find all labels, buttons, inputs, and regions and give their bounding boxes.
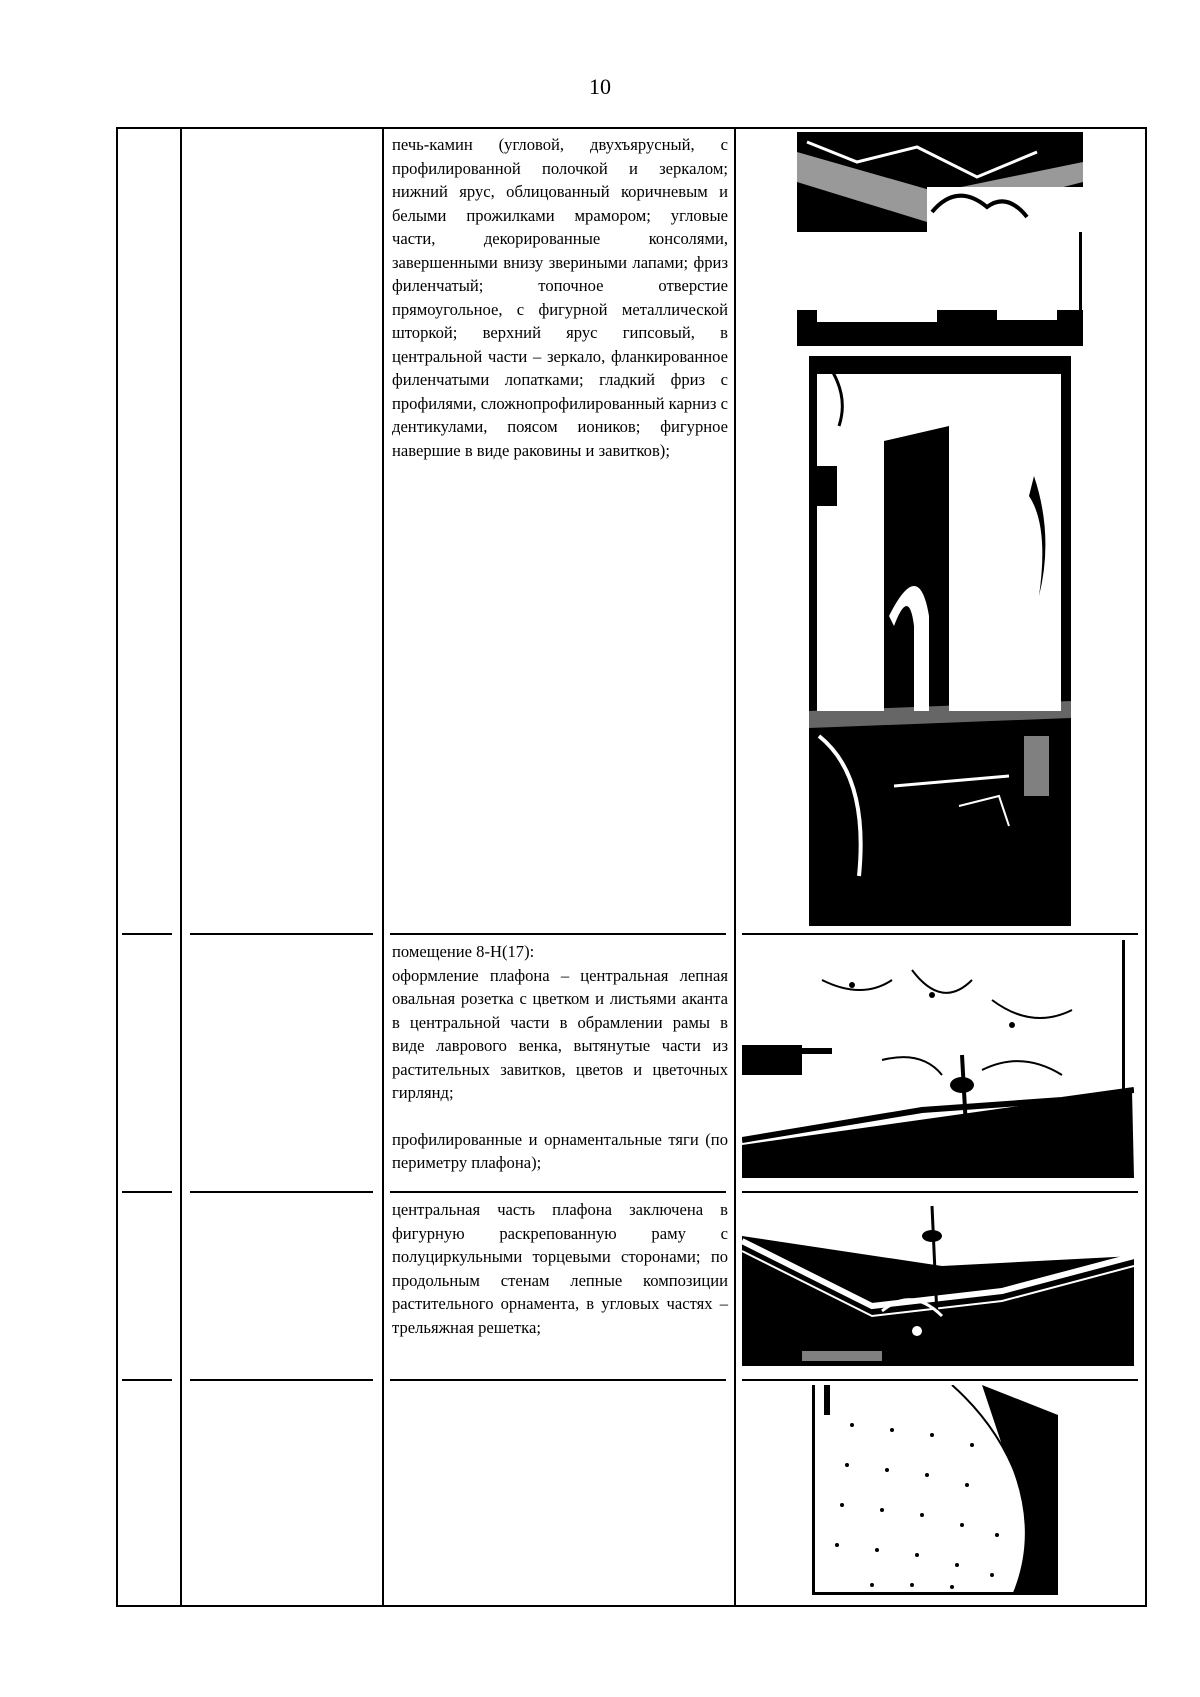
page-number: 10 xyxy=(589,74,611,99)
table-border-top xyxy=(116,127,1147,129)
row-separator xyxy=(190,1379,373,1381)
row-separator xyxy=(390,933,726,935)
row-separator xyxy=(390,1379,726,1381)
row-separator xyxy=(742,933,1138,935)
table-border-right xyxy=(1145,127,1147,1607)
row-3-description xyxy=(392,1198,728,1339)
row-separator xyxy=(742,1191,1138,1193)
row-separator xyxy=(742,1379,1138,1381)
row-2-room-heading: помещение 8-Н(17): xyxy=(392,942,535,961)
row-separator xyxy=(122,933,172,935)
row-separator xyxy=(390,1191,726,1193)
table-divider-2 xyxy=(382,127,384,1607)
row-separator xyxy=(190,933,373,935)
row-2-description xyxy=(392,940,728,1175)
table-divider-1 xyxy=(180,127,182,1607)
photo-fireplace xyxy=(809,356,1071,926)
row-2-paragraph-2: профилированные и орнаментальные тяги (по периметру плафона); xyxy=(392,1129,728,1172)
row-separator xyxy=(190,1191,373,1193)
photo-ceiling-rosette xyxy=(742,940,1134,1178)
photo-trellis-ceiling xyxy=(812,1385,1058,1595)
row-2-paragraph: оформление плафона – центральная лепная овальная розетка с цветком и листьями аканта в центральной части в обрамлении рамы в виде лаврового венка, вытянутые части из растительных завитков, цветов и цветочных гирлянд; xyxy=(392,965,728,1102)
table-border-bottom xyxy=(116,1605,1147,1607)
row-2-spacer xyxy=(392,1105,728,1128)
photo-ceiling-corner xyxy=(797,132,1083,346)
row-1-description xyxy=(392,133,728,462)
row-separator xyxy=(122,1191,172,1193)
row-3-paragraph: центральная часть плафона заключена в фигурную раскрепованную раму с полуциркульными торцевыми сторонами; по продольным стенам лепные композиции растительного орнамента, в угловых частях – трельяжная решетка; xyxy=(392,1200,728,1337)
row-1-paragraph: печь-камин (угловой, двухъярусный, с профилированной полочкой и зеркалом; нижний ярус, облицованный коричневым и белыми прожилками мрамором; угловые части, декорированные консолями, завершенными внизу звериными лапами; фриз филенчатый; топочное отверстие прямоугольное, с фигурной металлической шторкой; верхний ярус гипсовый, в центральной части – зеркало, фланкированное филенчатыми лопатками; гладкий фриз с профилями, сложнопрофилированный карниз с дентикулами, поясом иоников; фигурное навершие в виде раковины и завитков); xyxy=(392,135,728,460)
table-divider-3 xyxy=(734,127,736,1607)
row-separator xyxy=(122,1379,172,1381)
table-border-left xyxy=(116,127,118,1607)
photo-ceiling-frame xyxy=(742,1196,1134,1366)
